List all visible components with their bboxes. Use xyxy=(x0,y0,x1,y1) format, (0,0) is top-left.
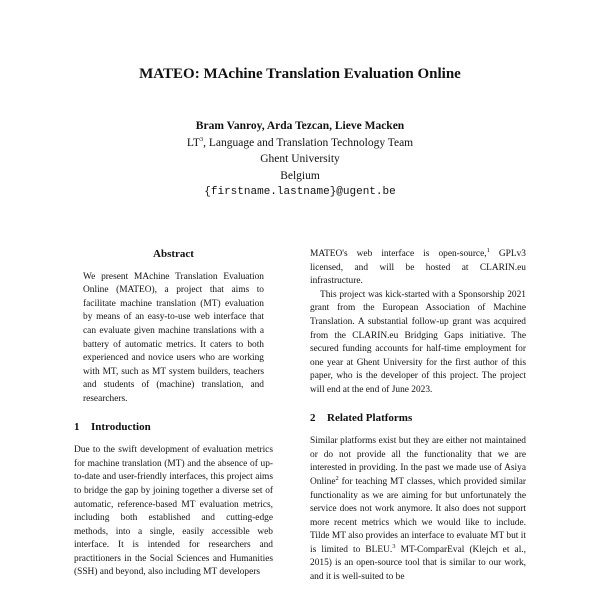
country: Belgium xyxy=(280,169,320,182)
footnote-mark-2: 2 xyxy=(335,474,339,482)
left-column xyxy=(74,248,273,580)
related-text-a: Similar platforms exist but they are either not maintained or do not provide all the functionality that we are interested in providing. In the past we made use of Asiya Online xyxy=(310,436,526,487)
section-title: Related Platforms xyxy=(327,411,413,424)
right-column xyxy=(310,248,526,585)
introduction-text: Due to the swift development of evaluation metrics for machine translation (MT) and the absence of up-to-date and user-friendly interfaces, this project aims to bridge the gap by joining together a diverse set of automatic, reference-based MT evaluation metrics, including both established and cutting-edge methods, into a single, easily accessible web interface. It is intended for researchers and practitioners in the Social Sciences and Humanities (SSH) and beyond, also including MT developers xyxy=(74,445,273,578)
section-related-heading xyxy=(310,412,526,426)
section-number: 2 xyxy=(310,411,316,424)
abstract-text: We present MAchine Translation Evaluation Online (MATEO), a project that aims to facilitate machine translation (MT) evaluation by means of an easy-to-use web interface that can evaluate given machine translations with a battery of automatic metrics. It caters to both experienced and novice users who are working with MT, such as MT system builders, teachers and students of (machine) translation, and researchers. xyxy=(83,271,264,404)
funding-paragraph: This project was kick-started with a Sponsorship 2021 grant from the European Association of Machine Translation. A substantial follow-up grant was acquired from the CLARIN.eu Bridging Gaps initiative. The secured funding accounts for half-time employment for one year at Ghent University for the first author of this paper, who is the developer of this project. The project will end at the end of June 2023. xyxy=(310,289,526,395)
section-number: 1 xyxy=(74,420,80,433)
affiliation-prefix: LT xyxy=(186,136,200,149)
affiliation-team: , Language and Translation Technology Team xyxy=(203,136,414,149)
abstract-heading: Abstract xyxy=(153,248,194,260)
footnote-mark-1: 1 xyxy=(486,246,490,254)
email: {firstname.lastname}@ugent.be xyxy=(204,186,396,198)
author-names: Bram Vanroy, Arda Tezcan, Lieve Macken xyxy=(195,120,405,132)
university: Ghent University xyxy=(260,153,340,165)
section-introduction-heading xyxy=(74,421,273,435)
affiliation-sup: 3 xyxy=(199,135,204,143)
section-title: Introduction xyxy=(91,420,151,433)
related-text-b: for teaching MT classes, which provided similar functionality as we are aiming for but unfortunately the service does not work anymore. It also does not support more recent metrics which we would like to include. Tilde MT also provides an interface to evaluate MT but it is limited to BLEU. xyxy=(310,476,526,555)
author-block xyxy=(0,118,600,201)
affiliation xyxy=(0,135,600,152)
open-source-paragraph xyxy=(310,248,526,289)
paper-title: MATEO: MAchine Translation Evaluation Online xyxy=(139,66,461,82)
footnote-mark-3: 3 xyxy=(392,542,396,550)
related-platforms-text xyxy=(310,435,526,585)
open-source-text-b: GPLv3 licensed, and will be hosted at CLARIN.eu infrastructure. xyxy=(310,249,526,287)
open-source-text-a: MATEO's web interface is open-source, xyxy=(310,249,487,259)
related-text-c: MT-ComparEval (Klejch et al., 2015) is an open-source tool that is similar to our work, and it is well-suited to be xyxy=(310,544,526,583)
